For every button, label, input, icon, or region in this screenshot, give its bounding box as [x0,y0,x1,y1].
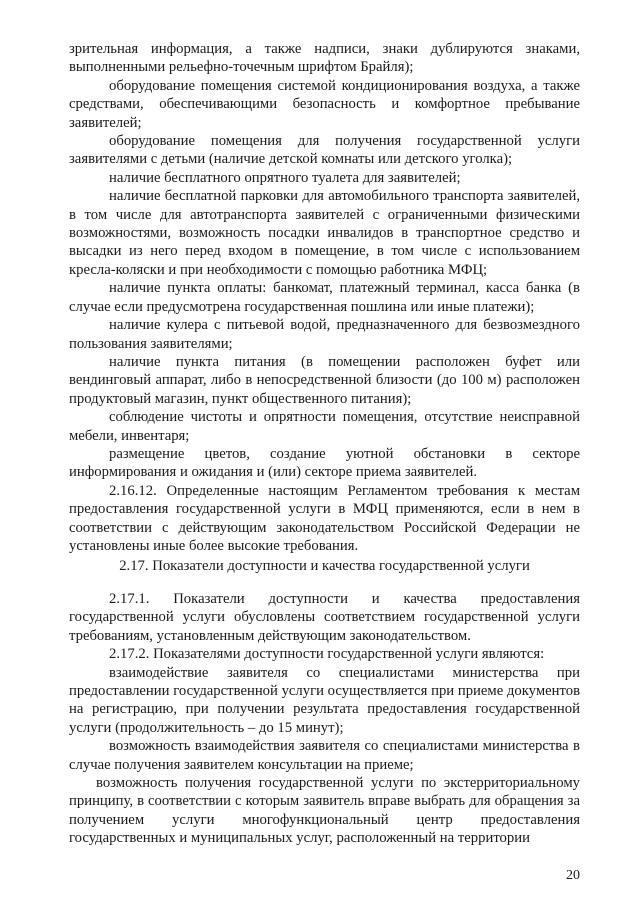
paragraph-food-point: наличие пункта питания (в помещении расположен буфет или вендинговый аппарат, либо в непосредственной близости (до 100 м) расположен продуктовый магазин, пункт общественного питания); [69,353,580,407]
paragraph-braille: зрительная информация, а также надписи, знаки дублируются знаками, выполненными рельефно-точечным шрифтом Брайля); [69,41,580,76]
body-text-bottom [69,590,580,848]
paragraph-flowers: размещение цветов, создание уютной обстановки в секторе информирования и ожидания и (или) секторе приема заявителей. [69,445,580,481]
paragraph-children-room: оборудование помещения для получения государственной услуги заявителями с детьми (наличие детской комнаты или детского уголка); [69,133,580,168]
paragraph-extraterritorial: возможность получения государственной услуги по экстерриториальному принципу, в соответствии с которым заявитель вправе выбрать для обращения за получением услуги многофункциональный центр предоставления государственных и муниципальных услуг, расположенный на территории [69,775,580,847]
paragraph-2-16-12: 2.16.12. Определенные настоящим Регламентом требования к местам предоставления государственной услуги в МФЦ применяются, если в нем в соответствии с действующим законодательством Российской Федерации не установлены иные более высокие требования. [69,482,580,554]
section-heading: 2.17. Показатели доступности и качества государственной услуги [119,558,530,574]
body-text-top [69,40,580,555]
paragraph-air-conditioning: оборудование помещения системой кондиционирования воздуха, а также средствами, обеспечивающими безопасность и комфортное пребывание заявителей; [69,77,580,131]
page-number: 20 [566,868,580,883]
paragraph-2-17-1: 2.17.1. Показатели доступности и качества предоставления государственной услуги обусловлены соответствием государственной услуги требованиям, установленным действующим законодательством. [69,591,580,644]
paragraph-water-cooler: наличие кулера с питьевой водой, предназначенного для безвозмездного пользования заявителями; [69,317,580,352]
paragraph-interaction: взаимодействие заявителя со специалистами министерства при предоставлении государственной услуги осуществляется при приеме документов на регистрацию, при получении результата предоставления государственной услуги (продолжительность – до 15 минут); [69,664,580,736]
paragraph-consultation: возможность взаимодействия заявителя со специалистами министерства в случае получения заявителем консультации на приеме; [69,738,580,773]
paragraph-2-17-2: 2.17.2. Показателями доступности государственной услуги являются: [109,646,545,663]
paragraph-toilet: наличие бесплатного опрятного туалета для заявителей; [109,169,461,186]
paragraph-parking: наличие бесплатной парковки для автомобильного транспорта заявителей, в том числе для автотранспорта заявителей с ограниченными физическими возможностями, возможность посадки инвалидов в транспортное средство и высадки из него перед входом в помещение, в том числе с использованием кресла-коляски и при необходимости с помощью работника МФЦ; [69,188,580,278]
paragraph-cleanliness: соблюдение чистоты и опрятности помещения, отсутствие неисправной мебели, инвентаря; [69,409,580,444]
paragraph-payment-point: наличие пункта оплаты: банкомат, платежный терминал, касса банка (в случае если предусмотрена государственная пошлина или иные платежи); [69,280,580,315]
